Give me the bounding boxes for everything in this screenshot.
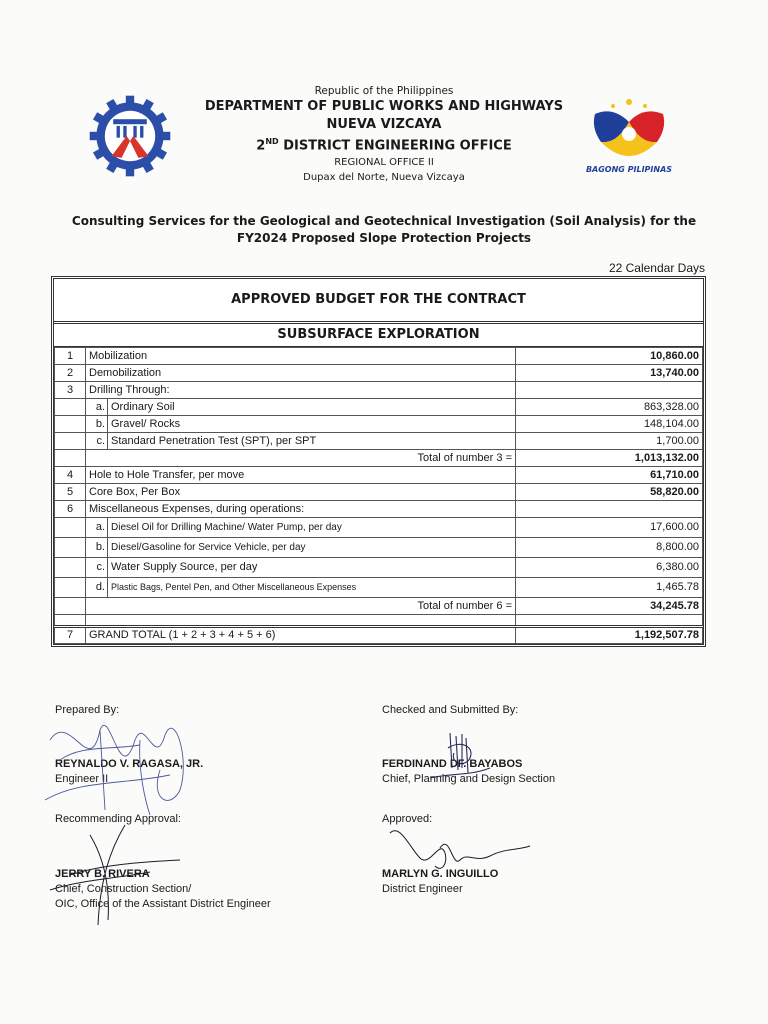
item-number bbox=[55, 518, 86, 538]
item-amount: 1,465.78 bbox=[516, 578, 703, 598]
item-number: 3 bbox=[55, 382, 86, 399]
item-description: Demobilization bbox=[86, 365, 516, 382]
item-amount bbox=[516, 615, 703, 627]
table-row bbox=[55, 416, 703, 433]
table-row bbox=[55, 558, 703, 578]
grand-total-label: GRAND TOTAL (1 + 2 + 3 + 4 + 5 + 6) bbox=[86, 627, 516, 644]
letterhead bbox=[0, 84, 768, 186]
item-number bbox=[55, 433, 86, 450]
item-description: Ordinary Soil bbox=[108, 399, 516, 416]
approved-by-caption: Approved: bbox=[382, 813, 433, 825]
grand-total-amount: 1,192,507.78 bbox=[516, 627, 703, 644]
item-number bbox=[55, 558, 86, 578]
subtotal-label: Total of number 3 = bbox=[86, 450, 516, 467]
table-row bbox=[55, 484, 703, 501]
project-title bbox=[60, 213, 708, 247]
table-row bbox=[55, 538, 703, 558]
item-number: 5 bbox=[55, 484, 86, 501]
department-name: DEPARTMENT OF PUBLIC WORKS AND HIGHWAYS bbox=[204, 99, 564, 114]
budget-table-title: APPROVED BUDGET FOR THE CONTRACT bbox=[54, 279, 703, 324]
sub-item-letter: a. bbox=[86, 518, 108, 538]
item-number bbox=[55, 538, 86, 558]
item-description: Miscellaneous Expenses, during operations: bbox=[86, 501, 516, 518]
item-number: 1 bbox=[55, 348, 86, 365]
item-amount: 148,104.00 bbox=[516, 416, 703, 433]
item-description: Mobilization bbox=[86, 348, 516, 365]
sub-item-letter: c. bbox=[86, 433, 108, 450]
checked-by-position: Chief, Planning and Design Section bbox=[382, 773, 556, 785]
item-amount: 1,700.00 bbox=[516, 433, 703, 450]
item-number bbox=[55, 450, 86, 467]
region-name: REGIONAL OFFICE II bbox=[334, 157, 434, 169]
prepared-by-block bbox=[55, 703, 203, 787]
item-amount: 863,328.00 bbox=[516, 399, 703, 416]
sub-item-letter: d. bbox=[86, 578, 108, 598]
office-location: Dupax del Norte, Nueva Vizcaya bbox=[303, 172, 465, 184]
budget-table bbox=[51, 276, 706, 647]
table-row bbox=[55, 467, 703, 484]
item-amount: 13,740.00 bbox=[516, 365, 703, 382]
budget-table-subtitle: SUBSURFACE EXPLORATION bbox=[54, 324, 703, 347]
subtotal-amount: 34,245.78 bbox=[516, 598, 703, 615]
item-description: Plastic Bags, Pentel Pen, and Other Miscellaneous Expenses bbox=[108, 578, 516, 598]
budget-items-table bbox=[54, 347, 703, 644]
prepared-by-name: REYNALDO V. RAGASA, JR. bbox=[55, 758, 204, 770]
subtotal-label: Total of number 6 = bbox=[86, 598, 516, 615]
checked-by-block bbox=[382, 703, 555, 787]
approved-by-name: MARLYN G. INGUILLO bbox=[382, 868, 499, 880]
table-row bbox=[55, 365, 703, 382]
table-row bbox=[55, 399, 703, 416]
table-row bbox=[55, 578, 703, 598]
republic-line: Republic of the Philippines bbox=[314, 85, 454, 97]
recommending-approval-caption: Recommending Approval: bbox=[55, 813, 181, 825]
project-title-line-1: Consulting Services for the Geological and Geotechnical Investigation (Soil Analysis) for the bbox=[71, 214, 697, 228]
item-description: Diesel Oil for Drilling Machine/ Water Pump, per day bbox=[108, 518, 516, 538]
table-row bbox=[55, 433, 703, 450]
table-row bbox=[55, 348, 703, 365]
item-amount: 10,860.00 bbox=[516, 348, 703, 365]
approved-by-block bbox=[382, 812, 498, 897]
checked-by-caption: Checked and Submitted By: bbox=[382, 704, 519, 716]
item-number: 2 bbox=[55, 365, 86, 382]
prepared-by-caption: Prepared By: bbox=[55, 704, 120, 716]
office-ordinal-suffix: ND bbox=[265, 137, 279, 146]
sub-item-letter: a. bbox=[86, 399, 108, 416]
table-row bbox=[55, 501, 703, 518]
table-row bbox=[55, 615, 703, 627]
province-name: NUEVA VIZCAYA bbox=[326, 117, 442, 132]
item-number: 7 bbox=[55, 627, 86, 644]
recommending-approval-name: JERRY B. RIVERA bbox=[55, 868, 150, 880]
item-description bbox=[86, 615, 516, 627]
item-number bbox=[55, 578, 86, 598]
sub-item-letter: b. bbox=[86, 538, 108, 558]
contract-duration: 22 Calendar Days bbox=[608, 261, 705, 275]
item-number bbox=[55, 416, 86, 433]
item-description: Core Box, Per Box bbox=[86, 484, 516, 501]
item-amount: 61,710.00 bbox=[516, 467, 703, 484]
project-title-line-2: FY2024 Proposed Slope Protection Projects bbox=[236, 231, 532, 245]
item-description: Diesel/Gasoline for Service Vehicle, per day bbox=[108, 538, 516, 558]
item-amount: 8,800.00 bbox=[516, 538, 703, 558]
office-label: DISTRICT ENGINEERING OFFICE bbox=[283, 138, 512, 154]
checked-by-name: FERDINAND DF. BAYABOS bbox=[382, 758, 523, 770]
subtotal-amount: 1,013,132.00 bbox=[516, 450, 703, 467]
sub-item-letter: c. bbox=[86, 558, 108, 578]
sub-item-letter: b. bbox=[86, 416, 108, 433]
item-amount bbox=[516, 382, 703, 399]
item-number bbox=[55, 615, 86, 627]
table-row bbox=[55, 450, 703, 467]
item-description: Drilling Through: bbox=[86, 382, 516, 399]
table-row bbox=[55, 382, 703, 399]
table-row bbox=[55, 598, 703, 615]
item-description: Water Supply Source, per day bbox=[108, 558, 516, 578]
bagong-pilipinas-logo-text: BAGONG PILIPINAS bbox=[585, 165, 673, 174]
item-number bbox=[55, 399, 86, 416]
grand-total-row bbox=[55, 627, 703, 644]
item-description: Hole to Hole Transfer, per move bbox=[86, 467, 516, 484]
recommending-approval-block bbox=[55, 812, 271, 912]
item-amount: 17,600.00 bbox=[516, 518, 703, 538]
item-description: Standard Penetration Test (SPT), per SPT bbox=[108, 433, 516, 450]
recommending-approval-position: Chief, Construction Section/ bbox=[55, 883, 192, 895]
office-name bbox=[0, 133, 768, 155]
approved-by-position: District Engineer bbox=[382, 883, 463, 895]
prepared-by-position: Engineer II bbox=[55, 773, 109, 785]
item-description: Gravel/ Rocks bbox=[108, 416, 516, 433]
item-amount: 58,820.00 bbox=[516, 484, 703, 501]
item-amount bbox=[516, 501, 703, 518]
recommending-approval-position-2: OIC, Office of the Assistant District Engineer bbox=[55, 898, 271, 910]
item-number: 4 bbox=[55, 467, 86, 484]
item-number bbox=[55, 598, 86, 615]
item-amount: 6,380.00 bbox=[516, 558, 703, 578]
office-ordinal: 2 bbox=[256, 138, 266, 154]
table-row bbox=[55, 518, 703, 538]
item-number: 6 bbox=[55, 501, 86, 518]
